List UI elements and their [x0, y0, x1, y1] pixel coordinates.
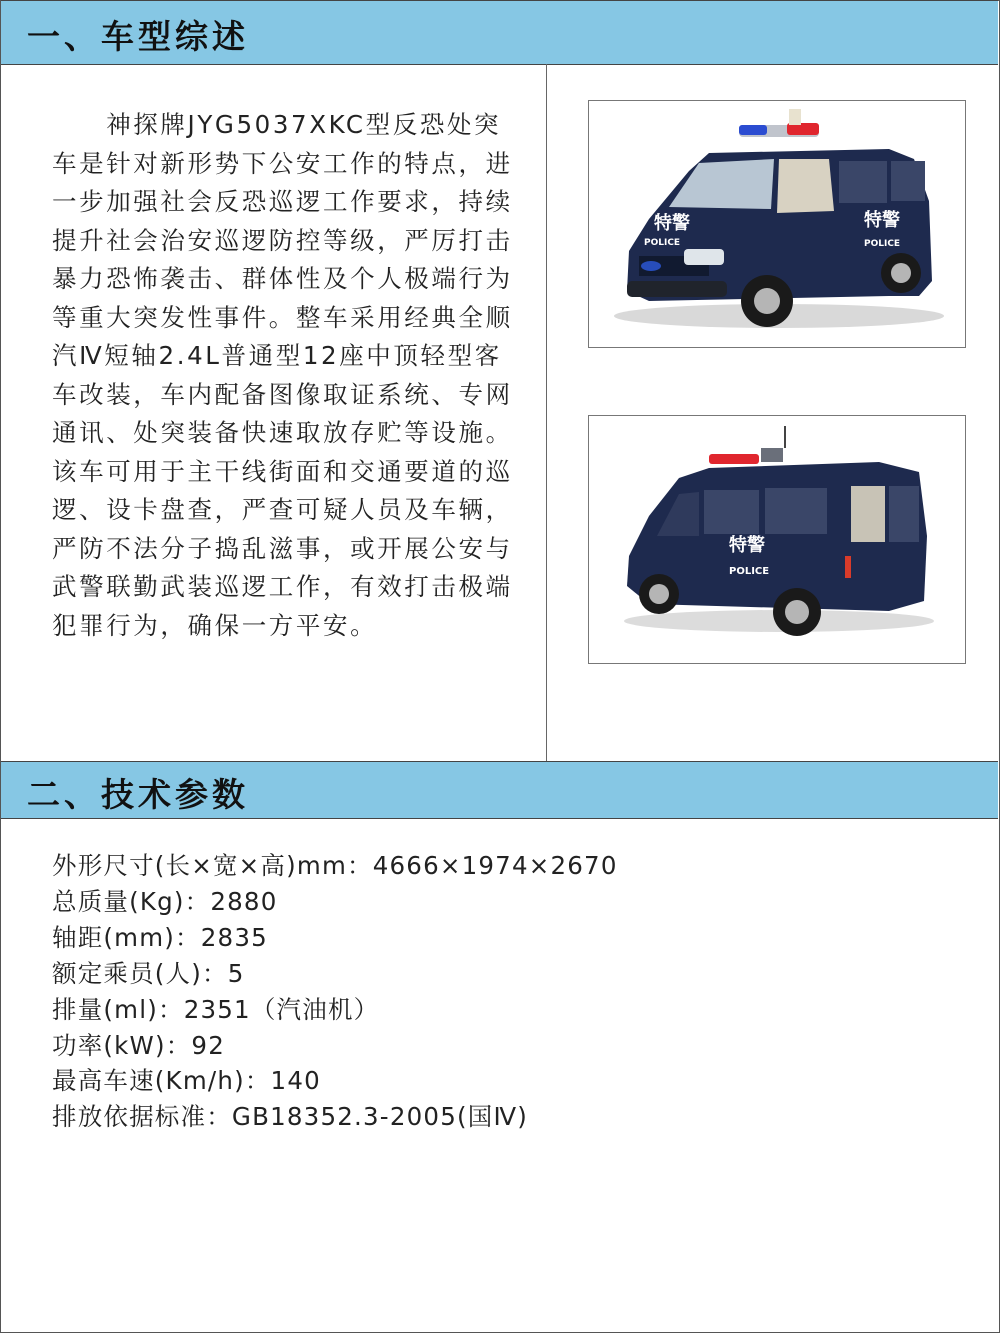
spec-power: 功率(kW)：92	[52, 1030, 226, 1060]
spec-emission-standard: 排放依据标准：GB18352.3-2005(国Ⅳ)	[52, 1102, 529, 1132]
spec-list	[52, 848, 618, 1135]
side-label: 特警	[729, 535, 765, 556]
section-header-overview	[1, 0, 998, 65]
spec-wheelbase: 轴距(mm)：2835	[52, 922, 268, 952]
spec-dimensions: 外形尺寸(长×宽×高)mm：4666×1974×2670	[52, 851, 618, 880]
side-label: 特警	[864, 210, 900, 231]
spec-gross-mass: 总质量(Kg)：2880	[52, 886, 278, 916]
side-police-label: POLICE	[864, 239, 901, 249]
spec-seating: 额定乘员(人)：5	[52, 958, 245, 988]
section-title-overview: 一、车型综述	[27, 17, 249, 56]
van-front-view-photo	[588, 100, 966, 348]
spec-top-speed: 最高车速(Km/h)：140	[52, 1066, 321, 1096]
van-rear-view-photo	[588, 415, 966, 664]
section-header-specs	[1, 761, 998, 819]
column-divider	[546, 64, 547, 761]
spec-displacement: 排量(ml)：2351（汽油机）	[52, 994, 380, 1024]
hood-police-label: POLICE	[644, 238, 681, 248]
side-police-label: POLICE	[729, 566, 770, 577]
overview-paragraph: 神探牌JYG5037XKC型反恐处突车是针对新形势下公安工作的特点，进一步加强社会反恐巡逻工作要求，持续提升社会治安巡逻防控等级，严厉打击暴力恐怖袭击、群体性及个人极端行为等重大突发性事件。整车采用经典全顺汽Ⅳ短轴2.4L普通型12座中顶轻型客车改装，车内配备图像取证系统、专网通讯、处突装备快速取放存贮等设施。该车可用于主干线街面和交通要道的巡逻、设卡盘查，严查可疑人员及车辆，严防不法分子捣乱滋事，或开展公安与武警联勤武装巡逻工作，有效打击极端犯罪行为，确保一方平安。	[52, 110, 513, 640]
section-title-specs: 二、技术参数	[27, 775, 249, 814]
hood-label: 特警	[654, 213, 690, 234]
